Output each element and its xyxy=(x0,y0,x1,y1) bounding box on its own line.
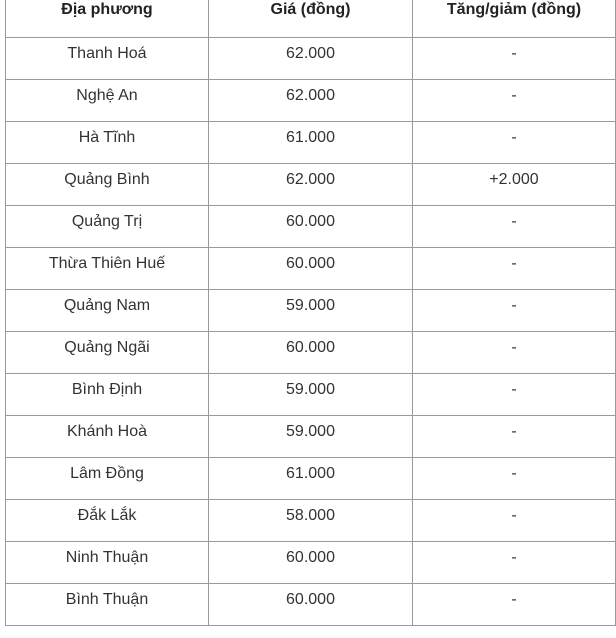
cell-change: +2.000 xyxy=(413,164,616,206)
table-row xyxy=(6,332,616,374)
table-row xyxy=(6,458,616,500)
cell-price: 60.000 xyxy=(209,332,413,374)
cell-change: - xyxy=(413,38,616,80)
cell-price: 62.000 xyxy=(209,164,413,206)
header-change: Tăng/giảm (đồng) xyxy=(413,0,616,38)
cell-price: 61.000 xyxy=(209,122,413,164)
cell-change: - xyxy=(413,542,616,584)
cell-price: 59.000 xyxy=(209,416,413,458)
cell-region: Thừa Thiên Huế xyxy=(6,248,209,290)
cell-price: 60.000 xyxy=(209,206,413,248)
cell-region: Khánh Hoà xyxy=(6,416,209,458)
cell-price: 59.000 xyxy=(209,290,413,332)
table-row xyxy=(6,500,616,542)
table-row xyxy=(6,38,616,80)
cell-region: Bình Định xyxy=(6,374,209,416)
cell-change: - xyxy=(413,206,616,248)
cell-region: Hà Tĩnh xyxy=(6,122,209,164)
table-row xyxy=(6,80,616,122)
table-header-row xyxy=(6,0,616,38)
table-row xyxy=(6,248,616,290)
cell-region: Nghệ An xyxy=(6,80,209,122)
price-table-container xyxy=(5,0,615,626)
table-row xyxy=(6,122,616,164)
cell-price: 62.000 xyxy=(209,38,413,80)
table-row xyxy=(6,206,616,248)
cell-change: - xyxy=(413,500,616,542)
cell-change: - xyxy=(413,248,616,290)
cell-price: 60.000 xyxy=(209,248,413,290)
price-table xyxy=(5,0,616,626)
table-row xyxy=(6,542,616,584)
cell-change: - xyxy=(413,416,616,458)
cell-price: 59.000 xyxy=(209,374,413,416)
cell-change: - xyxy=(413,122,616,164)
cell-price: 60.000 xyxy=(209,584,413,626)
cell-region: Bình Thuận xyxy=(6,584,209,626)
table-row xyxy=(6,584,616,626)
cell-change: - xyxy=(413,290,616,332)
cell-region: Quảng Bình xyxy=(6,164,209,206)
cell-price: 60.000 xyxy=(209,542,413,584)
cell-region: Thanh Hoá xyxy=(6,38,209,80)
table-row xyxy=(6,374,616,416)
cell-change: - xyxy=(413,374,616,416)
cell-region: Ninh Thuận xyxy=(6,542,209,584)
header-region: Địa phương xyxy=(6,0,209,38)
table-row xyxy=(6,290,616,332)
cell-region: Lâm Đồng xyxy=(6,458,209,500)
table-row xyxy=(6,164,616,206)
header-price: Giá (đồng) xyxy=(209,0,413,38)
cell-price: 61.000 xyxy=(209,458,413,500)
cell-region: Quảng Ngãi xyxy=(6,332,209,374)
cell-change: - xyxy=(413,458,616,500)
cell-price: 58.000 xyxy=(209,500,413,542)
cell-change: - xyxy=(413,332,616,374)
cell-change: - xyxy=(413,80,616,122)
cell-price: 62.000 xyxy=(209,80,413,122)
table-row xyxy=(6,416,616,458)
cell-region: Quảng Trị xyxy=(6,206,209,248)
cell-change: - xyxy=(413,584,616,626)
cell-region: Quảng Nam xyxy=(6,290,209,332)
cell-region: Đắk Lắk xyxy=(6,500,209,542)
